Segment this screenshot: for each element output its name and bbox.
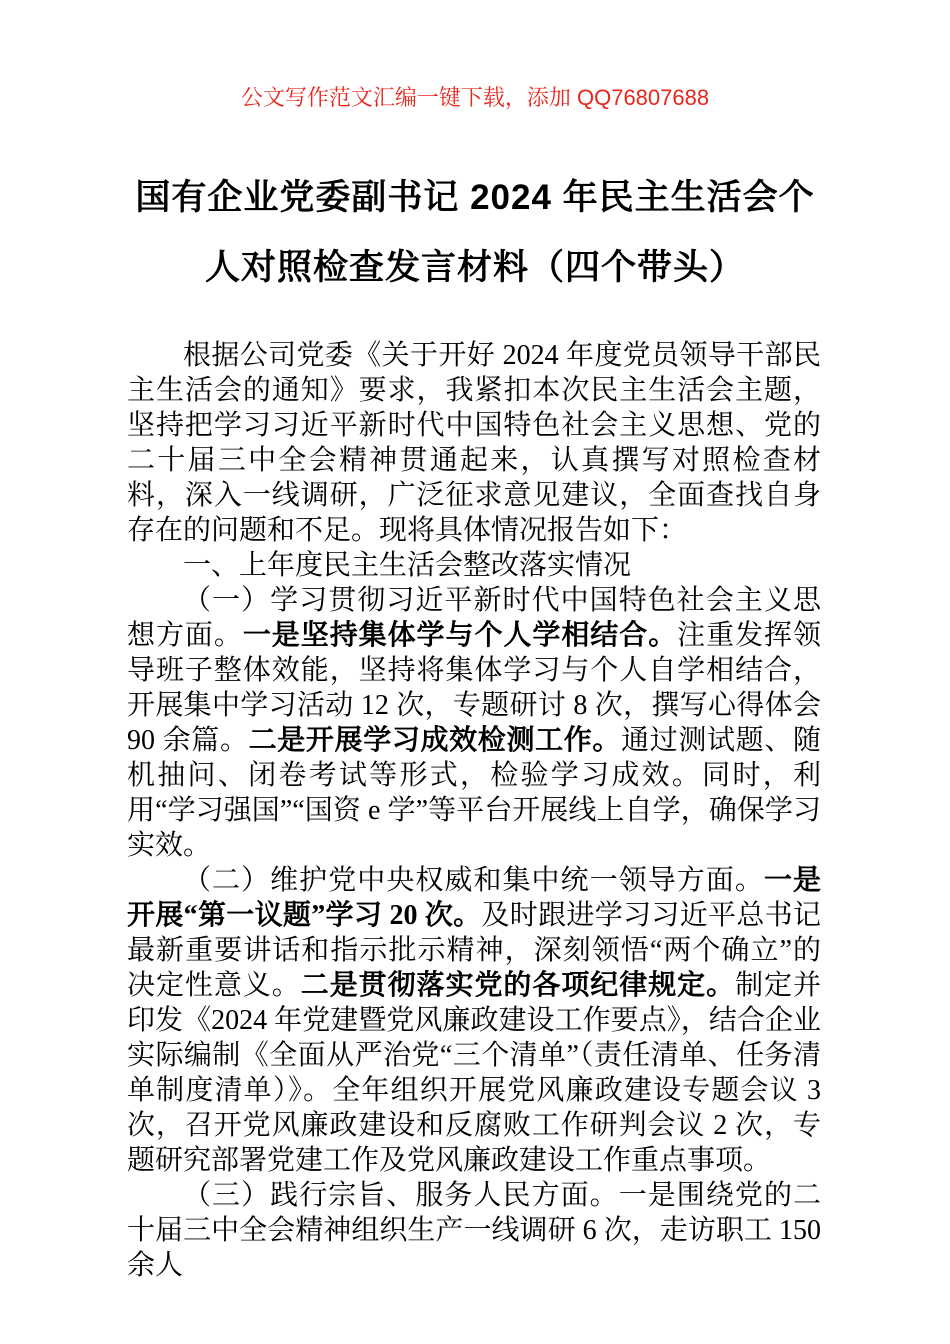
text-run: 二是贯彻落实党的各项纪律规定。 bbox=[300, 970, 736, 1001]
text-run: 二是开展学习成效检测工作。 bbox=[248, 725, 622, 756]
text-run: 注重发挥领导班子整体效能，坚持将集体学习与个人自学相结合，开展集中学习活动 12 次，专题研讨 8 次，撰写心得体会 90 余篇。 bbox=[127, 620, 821, 756]
paragraph bbox=[127, 583, 821, 863]
text-run: 通过测试题、随机抽问、闭卷考试等形式，检验学习成效。同时，利用“学习强国”“国资 e 学”等平台开展线上自学，确保学习实效。 bbox=[127, 725, 821, 861]
paragraph bbox=[127, 548, 821, 583]
text-run: 一、上年度民主生活会整改落实情况 bbox=[183, 550, 632, 581]
document-title-line-2: 人对照检查发言材料（四个带头） bbox=[204, 248, 745, 287]
text-run: （二）维护党中央权威和集中统一领导方面。 bbox=[183, 865, 764, 896]
paragraph bbox=[127, 338, 821, 548]
text-run: 根据公司党委《关于开好 2024 年度党员领导干部民主生活会的通知》要求，我紧扣本次民主生活会主题，坚持把学习习近平新时代中国特色社会主义思想、党的二十届三中全会精神贯通起来，认真撰写对照检查材料，深入一线调研，广泛征求意见建议，全面查找自身存在的问题和不足。现将具体情况报告如下： bbox=[127, 340, 821, 546]
text-run: （三）践行宗旨、服务人民方面。一是围绕党的二十届三中全会精神组织生产一线调研 6 次，走访职工 150 余人 bbox=[127, 1180, 821, 1281]
text-run: 一是坚持集体学与个人学相结合。 bbox=[242, 620, 678, 651]
text-run: 制定并印发《2024 年党建暨党风廉政建设工作要点》，结合企业实际编制《全面从严治党“三个清单”（责任清单、任务清单制度清单）》。全年组织开展党风廉政建设专题会议 3 次，召开党风廉政建设和反腐败工作研判会议 2 次，专题研究部署党建工作及党风廉政建设工作重点事项。 bbox=[127, 970, 821, 1176]
document-title-line-1: 国有企业党委副书记 2024 年民主生活会个 bbox=[135, 178, 815, 217]
text-run: （一）学习贯彻习近平新时代中国特色社会主义思想方面。 bbox=[127, 585, 821, 651]
paragraph bbox=[127, 1178, 821, 1283]
document-title bbox=[75, 163, 875, 303]
header-ad-notice: 公文写作范文汇编一键下载，添加 QQ76807688 bbox=[240, 85, 710, 110]
document-body bbox=[127, 338, 821, 1283]
text-run: 及时跟进学习习近平总书记最新重要讲话和指示批示精神，深刻领悟“两个确立”的决定性意义。 bbox=[127, 900, 821, 1001]
text-run: 一是开展“第一议题”学习 20 次。 bbox=[127, 865, 821, 931]
paragraph bbox=[127, 863, 821, 1178]
